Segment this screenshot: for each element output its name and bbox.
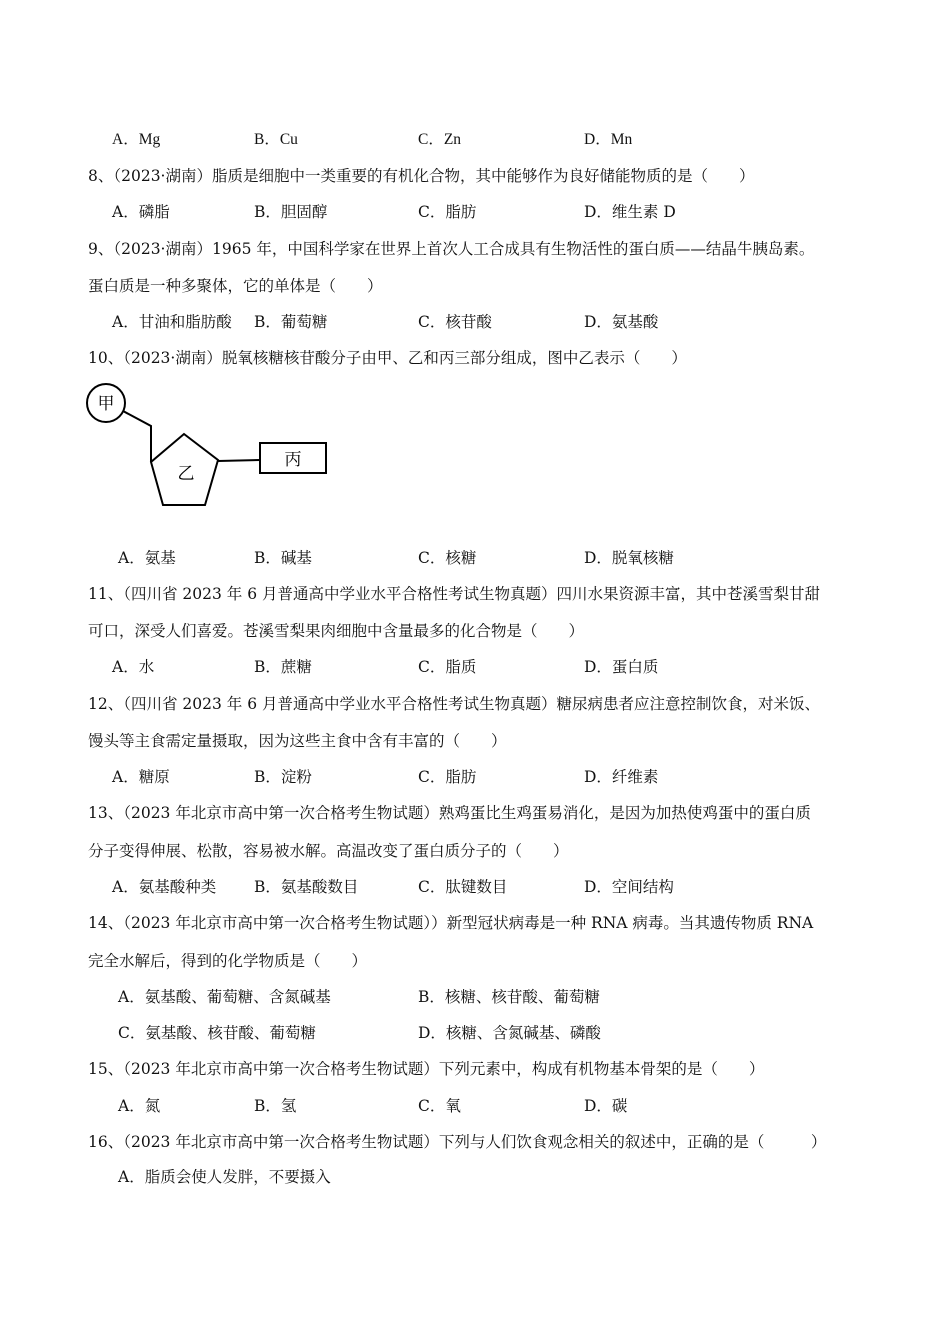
q14-stem-line2: 完全水解后，得到的化学物质是（ ）	[88, 952, 368, 970]
yi-label: 乙	[177, 464, 195, 484]
q14-stem-line1: 14、（2023 年北京市高中第一次合格考生物试题））新型冠状病毒是一种 RNA 病毒。当其遗传物质 RNA	[88, 914, 814, 932]
q16-options	[118, 1167, 878, 1187]
q14-options-row2	[118, 1023, 878, 1043]
q13-option-c: C．肽键数目	[418, 878, 508, 896]
q15-options	[118, 1096, 878, 1116]
q12-option-c: C．脂肪	[418, 768, 477, 786]
q14-option-a: A．氨基酸、葡萄糖、含氮碱基	[118, 988, 331, 1006]
q13-option-d: D．空间结构	[584, 878, 674, 896]
jia-label: 甲	[97, 394, 115, 414]
q10-stem: 10、（2023·湖南）脱氧核糖核苷酸分子由甲、乙和丙三部分组成，图中乙表示（ ）	[88, 349, 687, 367]
q11-option-a: A．水	[112, 658, 155, 676]
q9-option-d: D．氨基酸	[584, 313, 659, 331]
q16-stem: 16、（2023 年北京市高中第一次合格考生物试题）下列与人们饮食观念相关的叙述中，正确的是（ ）	[88, 1133, 827, 1151]
bing-label: 丙	[284, 450, 302, 470]
q11-stem-line1: 11、（四川省 2023 年 6 月普通高中学业水平合格性考试生物真题）四川水果资源丰富，其中苍溪雪梨甘甜	[88, 585, 820, 603]
q9-option-b: B．葡萄糖	[254, 313, 328, 331]
q14-options-row1	[118, 987, 878, 1007]
q13-option-a: A．氨基酸种类	[112, 878, 217, 896]
q13-stem-line2: 分子变得伸展、松散，容易被水解。高温改变了蛋白质分子的（ ）	[88, 842, 569, 860]
q15-option-c: C．氧	[418, 1097, 461, 1115]
q11-option-b: B．蔗糖	[254, 658, 312, 676]
q10-options	[118, 548, 878, 568]
q15-stem: 15、（2023 年北京市高中第一次合格考生物试题）下列元素中，构成有机物基本骨架的是（ ）	[88, 1060, 765, 1078]
q13-options	[112, 877, 872, 897]
q11-options	[112, 657, 872, 677]
q11-option-c: C．脂质	[418, 658, 477, 676]
q12-option-d: D．纤维素	[584, 768, 659, 786]
q11-stem-line2: 可口，深受人们喜爱。苍溪雪梨果肉细胞中含量最多的化合物是（ ）	[88, 622, 585, 640]
q12-options	[112, 767, 872, 787]
q9-stem-line1: 9、（2023·湖南）1965 年，中国科学家在世界上首次人工合成具有生物活性的蛋白质——结晶牛胰岛素。	[88, 240, 815, 258]
q7-option-d: D．Mn	[584, 131, 633, 148]
q8-option-d: D．维生素 D	[584, 203, 676, 221]
yi-bing-bond	[218, 460, 260, 461]
q8-option-a: A．磷脂	[112, 203, 170, 221]
q7-option-b: B．Cu	[254, 131, 298, 148]
q8-options	[112, 202, 872, 222]
q11-option-d: D．蛋白质	[584, 658, 659, 676]
q12-option-b: B．淀粉	[254, 768, 312, 786]
jia-yi-bond	[123, 411, 151, 462]
q14-option-b: B．核糖、核苷酸、葡萄糖	[418, 988, 600, 1006]
q15-option-b: B．氢	[254, 1097, 297, 1115]
q14-option-c: C．氨基酸、核苷酸、葡萄糖	[118, 1024, 316, 1042]
q7-option-a: A．Mg	[112, 131, 161, 148]
nucleotide-diagram	[80, 378, 340, 514]
q12-stem-line1: 12、（四川省 2023 年 6 月普通高中学业水平合格性考试生物真题）糖尿病患者应注意控制饮食，对米饭、	[88, 695, 820, 713]
q10-option-b: B．碱基	[254, 549, 312, 567]
q15-option-d: D．碳	[584, 1097, 628, 1115]
q15-option-a: A．氮	[118, 1097, 161, 1115]
q10-option-c: C．核糖	[418, 549, 477, 567]
q12-stem-line2: 馒头等主食需定量摄取，因为这些主食中含有丰富的（ ）	[88, 732, 507, 750]
q8-option-c: C．脂肪	[418, 203, 477, 221]
q10-option-a: A．氨基	[118, 549, 176, 567]
q16-option-a: A．脂质会使人发胖，不要摄入	[118, 1168, 331, 1186]
q8-stem: 8、（2023·湖南）脂质是细胞中一类重要的有机化合物，其中能够作为良好储能物质的是（ ）	[88, 167, 755, 185]
q9-stem-line2: 蛋白质是一种多聚体，它的单体是（ ）	[88, 277, 383, 295]
q9-options	[112, 312, 872, 332]
q7-options	[112, 130, 872, 150]
q9-option-c: C．核苷酸	[418, 313, 492, 331]
q13-stem-line1: 13、（2023 年北京市高中第一次合格考生物试题）熟鸡蛋比生鸡蛋易消化，是因为加热使鸡蛋中的蛋白质	[88, 804, 811, 822]
q14-option-d: D．核糖、含氮碱基、磷酸	[418, 1024, 601, 1042]
q8-option-b: B．胆固醇	[254, 203, 328, 221]
q12-option-a: A．糖原	[112, 768, 170, 786]
q10-option-d: D．脱氧核糖	[584, 549, 674, 567]
q7-option-c: C．Zn	[418, 131, 462, 148]
q9-option-a: A．甘油和脂肪酸	[112, 313, 232, 331]
q13-option-b: B．氨基酸数目	[254, 878, 359, 896]
